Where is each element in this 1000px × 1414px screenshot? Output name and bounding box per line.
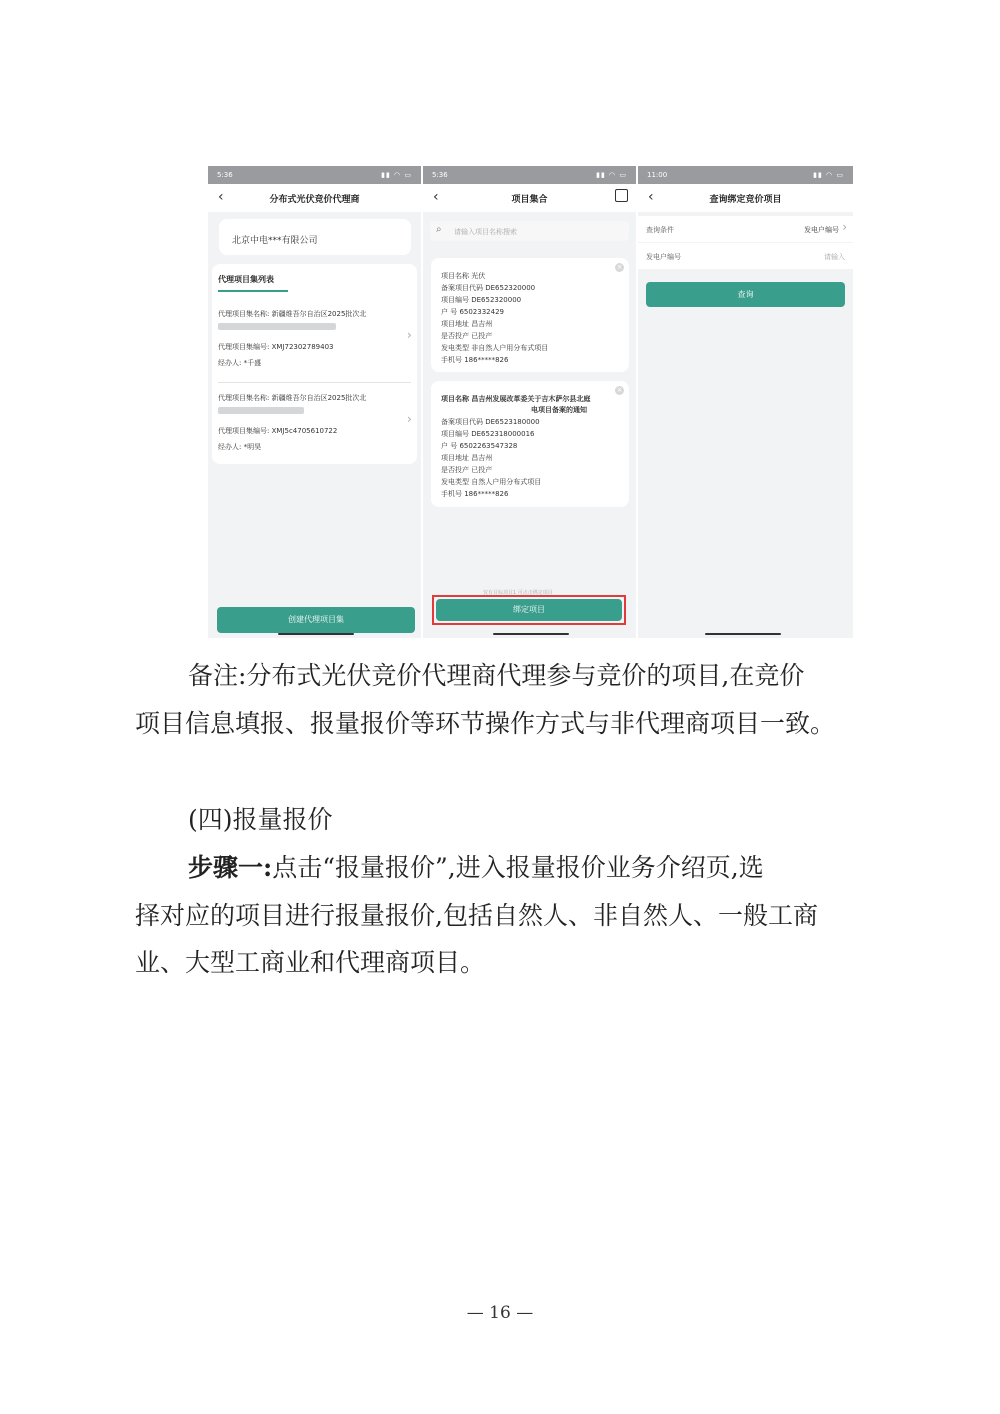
signal-icons: ▮▮ ◠ ▭ bbox=[813, 171, 844, 179]
redacted-block bbox=[218, 407, 304, 414]
page-title: 项目集合 bbox=[511, 194, 548, 205]
item-code-value: XMJ5c4705610722 bbox=[271, 427, 338, 435]
page-title: 查询绑定竞价项目 bbox=[709, 194, 782, 205]
chevron-right-icon: › bbox=[407, 412, 412, 426]
project-field: 项目编号 DE652318000016 bbox=[441, 430, 535, 438]
project-field: 电项目备案的通知 bbox=[531, 406, 587, 414]
status-bar bbox=[423, 166, 636, 184]
signal-icons: ▮▮ ◠ ▭ bbox=[381, 171, 412, 179]
step-label: 步骤一: bbox=[188, 853, 273, 882]
company-card bbox=[219, 219, 411, 255]
project-field: 发电类型 自然人户用分布式项目 bbox=[441, 478, 542, 486]
project-field: 户 号 6502332429 bbox=[441, 308, 504, 316]
signal-icons: ▮▮ ◠ ▭ bbox=[596, 171, 627, 179]
note-line-2: 项目信息填报、报量报价等环节操作方式与非代理商项目一致。 bbox=[135, 709, 836, 738]
project-field: 备案项目代码 DE6523180000 bbox=[441, 418, 540, 426]
agent-list-card bbox=[212, 264, 417, 464]
search-icon: ⌕ bbox=[436, 224, 442, 235]
chevron-right-icon: › bbox=[407, 328, 412, 342]
step-line-1 bbox=[188, 848, 928, 884]
item-name-value: 新疆维吾尔自治区2025批次北 bbox=[271, 310, 367, 318]
home-indicator bbox=[278, 633, 354, 635]
back-icon[interactable]: ‹ bbox=[433, 189, 439, 205]
list-item[interactable] bbox=[212, 386, 417, 464]
step-line-2: 择对应的项目进行报量报价,包括自然人、非自然人、一般工商 bbox=[135, 901, 818, 930]
phone-screen-query bbox=[638, 166, 853, 638]
row-label: 查询条件 bbox=[646, 226, 674, 234]
item-name-label: 代理项目集名称: bbox=[218, 394, 270, 402]
search-box[interactable] bbox=[430, 221, 629, 241]
project-field: 项目编号 DE652320000 bbox=[441, 296, 522, 304]
step-line-3: 业、大型工商业和代理商项目。 bbox=[135, 948, 486, 977]
project-field: 是否投产 已投产 bbox=[441, 332, 493, 340]
chevron-right-icon: › bbox=[842, 220, 847, 234]
section-heading: (四)报量报价 bbox=[188, 805, 333, 834]
status-bar bbox=[208, 166, 421, 184]
status-time: 5:36 bbox=[217, 171, 233, 179]
query-button[interactable]: 查询 bbox=[646, 282, 845, 307]
item-code-label: 代理项目集编号: bbox=[218, 427, 270, 435]
home-indicator bbox=[705, 633, 781, 635]
row-label: 发电户编号 bbox=[646, 253, 681, 261]
project-field: 发电类型 非自然人户用分布式项目 bbox=[441, 344, 549, 352]
item-code-value: XMJ72302789403 bbox=[271, 343, 334, 351]
account-number-row[interactable] bbox=[638, 243, 853, 269]
project-field: 是否投产 已投产 bbox=[441, 466, 493, 474]
search-input[interactable]: 请输入项目名称搜索 bbox=[454, 228, 517, 236]
nav-bar bbox=[208, 184, 421, 212]
project-field: 备案项目代码 DE652320000 bbox=[441, 284, 536, 292]
phone-screen-project-set bbox=[423, 166, 636, 638]
nav-bar bbox=[638, 184, 853, 212]
close-icon[interactable]: × bbox=[616, 263, 623, 271]
nav-bar bbox=[423, 184, 636, 212]
home-indicator bbox=[493, 633, 569, 635]
status-bar bbox=[638, 166, 853, 184]
create-project-set-button[interactable]: 创建代理项目集 bbox=[217, 607, 415, 633]
step-text: 点击“报量报价”,进入报量报价业务介绍页,选 bbox=[272, 853, 764, 882]
page-number: — 16 — bbox=[466, 1303, 534, 1323]
tab-underline bbox=[218, 290, 288, 292]
status-time: 11:00 bbox=[647, 171, 668, 179]
company-name: 北京中电***有限公司 bbox=[232, 236, 318, 246]
status-time: 5:36 bbox=[432, 171, 448, 179]
project-field: 手机号 186*****826 bbox=[441, 490, 509, 498]
project-card[interactable] bbox=[431, 258, 629, 372]
project-card[interactable] bbox=[431, 381, 629, 507]
project-field: 户 号 6502263547328 bbox=[441, 442, 518, 450]
item-handler: 经办人: *明昊 bbox=[218, 443, 262, 451]
query-condition-row[interactable] bbox=[638, 216, 853, 242]
back-icon[interactable]: ‹ bbox=[218, 189, 224, 205]
project-field: 项目名称 昌吉州发展改革委关于吉木萨尔县北庭 bbox=[441, 395, 591, 403]
bind-hint: 仅有目标项目1 可点击绑定项目 bbox=[483, 590, 553, 596]
redacted-block bbox=[218, 323, 336, 330]
note-line-1: 备注:分布式光伏竞价代理商代理参与竞价的项目,在竞价 bbox=[188, 661, 805, 690]
project-field: 项目地址 昌吉州 bbox=[441, 320, 493, 328]
project-field: 手机号 186*****826 bbox=[441, 356, 509, 364]
item-handler: 经办人: *千盛 bbox=[218, 359, 262, 367]
screenshot-group bbox=[208, 166, 853, 638]
page-title: 分布式光伏竞价代理商 bbox=[269, 194, 360, 205]
phone-screen-agent bbox=[208, 166, 421, 638]
close-icon[interactable]: × bbox=[616, 386, 623, 394]
divider bbox=[218, 382, 411, 383]
back-icon[interactable]: ‹ bbox=[648, 189, 654, 205]
project-field: 项目地址 昌吉州 bbox=[441, 454, 493, 462]
row-value: 发电户编号 bbox=[804, 226, 839, 234]
item-code-label: 代理项目集编号: bbox=[218, 343, 270, 351]
project-field: 项目名称 光伏 bbox=[441, 272, 486, 280]
section-title: 代理项目集列表 bbox=[218, 275, 274, 284]
share-icon[interactable] bbox=[615, 189, 628, 202]
account-number-input[interactable]: 请输入 bbox=[824, 253, 845, 261]
item-name-label: 代理项目集名称: bbox=[218, 310, 270, 318]
item-name-value: 新疆维吾尔自治区2025批次北 bbox=[271, 394, 367, 402]
bind-project-button[interactable]: 绑定项目 bbox=[436, 599, 622, 621]
list-item[interactable] bbox=[212, 302, 417, 382]
